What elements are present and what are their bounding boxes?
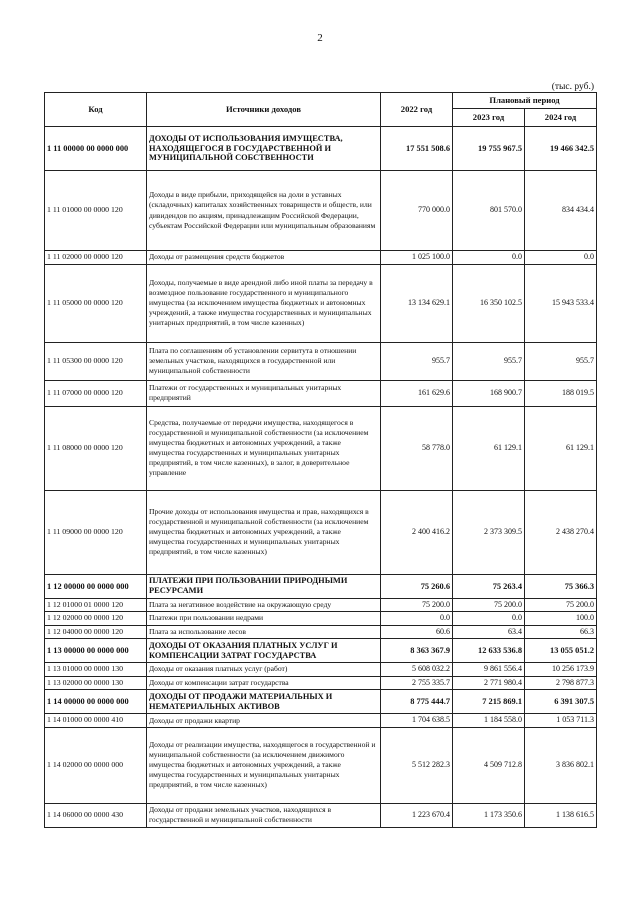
row-value-2023: 1 173 350.6 — [453, 803, 525, 827]
table-row — [45, 625, 597, 639]
row-value-2022: 60.6 — [381, 625, 453, 639]
row-value-2022: 955.7 — [381, 342, 453, 380]
row-source-name: Прочие доходы от использования имущества и прав, находящихся в государственной и муниципальной собственности (за исключением имущества бюджетных и автономных учреждений, а также имущества государственных и муниципальных унитарных предприятий, в том числе казенных) — [147, 490, 381, 574]
row-value-2022: 1 223 670.4 — [381, 803, 453, 827]
row-source-name: Плата по соглашениям об установлении сервитута в отношении земельных участков, находящихся в государственной или муниципальной собственности — [147, 342, 381, 380]
header-plan-period: Плановый период — [453, 93, 597, 109]
row-value-2022: 8 775 444.7 — [381, 690, 453, 714]
table-row — [45, 251, 597, 265]
row-source-name: Средства, получаемые от передачи имущества, находящегося в государственной и муниципальной собственности (за исключением имущества бюджетных и автономных учреждений, а также имущества государственных и муниципальных унитарных предприятий, в том числе казенных), в залог, в доверительное управление — [147, 406, 381, 490]
revenue-table — [44, 92, 597, 828]
row-code: 1 11 05000 00 0000 120 — [45, 264, 147, 342]
table-row — [45, 714, 597, 728]
row-value-2023: 19 755 967.5 — [453, 127, 525, 171]
row-value-2023: 75 200.0 — [453, 598, 525, 612]
row-code: 1 12 00000 00 0000 000 — [45, 574, 147, 598]
table-row — [45, 127, 597, 171]
row-value-2024: 955.7 — [525, 342, 597, 380]
table-row — [45, 676, 597, 690]
row-source-name: Доходы от компенсации затрат государства — [147, 676, 381, 690]
row-value-2022: 1 704 638.5 — [381, 714, 453, 728]
units-label: (тыс. руб.) — [551, 82, 594, 92]
table-row — [45, 612, 597, 626]
row-source-name: ДОХОДЫ ОТ ПРОДАЖИ МАТЕРИАЛЬНЫХ И НЕМАТЕРИАЛЬНЫХ АКТИВОВ — [147, 690, 381, 714]
row-code: 1 11 08000 00 0000 120 — [45, 406, 147, 490]
row-source-name: ПЛАТЕЖИ ПРИ ПОЛЬЗОВАНИИ ПРИРОДНЫМИ РЕСУРСАМИ — [147, 574, 381, 598]
row-source-name: Плата за использование лесов — [147, 625, 381, 639]
row-value-2022: 2 755 335.7 — [381, 676, 453, 690]
row-value-2023: 2 771 980.4 — [453, 676, 525, 690]
row-value-2022: 13 134 629.1 — [381, 264, 453, 342]
row-code: 1 11 09000 00 0000 120 — [45, 490, 147, 574]
header-source: Источники доходов — [147, 93, 381, 127]
row-value-2022: 770 000.0 — [381, 171, 453, 251]
row-value-2024: 15 943 533.4 — [525, 264, 597, 342]
row-source-name: Платежи при пользовании недрами — [147, 612, 381, 626]
row-value-2024: 1 053 711.3 — [525, 714, 597, 728]
row-value-2022: 161 629.6 — [381, 380, 453, 406]
row-value-2023: 0.0 — [453, 251, 525, 265]
row-code: 1 13 02000 00 0000 130 — [45, 676, 147, 690]
row-source-name: ДОХОДЫ ОТ ИСПОЛЬЗОВАНИЯ ИМУЩЕСТВА, НАХОДЯЩЕГОСЯ В ГОСУДАРСТВЕННОЙ И МУНИЦИПАЛЬНОЙ СОБСТВЕННОСТИ — [147, 127, 381, 171]
row-value-2024: 2 438 270.4 — [525, 490, 597, 574]
row-source-name: Доходы от продажи квартир — [147, 714, 381, 728]
header-2024: 2024 год — [525, 109, 597, 127]
row-value-2022: 5 608 032.2 — [381, 663, 453, 677]
row-source-name: Доходы от размещения средств бюджетов — [147, 251, 381, 265]
table-row — [45, 380, 597, 406]
row-value-2022: 17 551 508.6 — [381, 127, 453, 171]
row-value-2023: 63.4 — [453, 625, 525, 639]
row-value-2022: 75 200.0 — [381, 598, 453, 612]
row-code: 1 14 00000 00 0000 000 — [45, 690, 147, 714]
row-code: 1 11 00000 00 0000 000 — [45, 127, 147, 171]
row-value-2022: 58 778.0 — [381, 406, 453, 490]
row-value-2022: 75 260.6 — [381, 574, 453, 598]
row-value-2023: 9 861 556.4 — [453, 663, 525, 677]
table-row — [45, 406, 597, 490]
row-source-name: Платежи от государственных и муниципальных унитарных предприятий — [147, 380, 381, 406]
row-code: 1 14 01000 00 0000 410 — [45, 714, 147, 728]
row-value-2023: 4 509 712.8 — [453, 727, 525, 803]
row-source-name: Доходы от продажи земельных участков, находящихся в государственной и муниципальной собственности — [147, 803, 381, 827]
row-value-2023: 801 570.0 — [453, 171, 525, 251]
row-code: 1 13 00000 00 0000 000 — [45, 639, 147, 663]
row-value-2024: 75 200.0 — [525, 598, 597, 612]
row-source-name: Доходы в виде прибыли, приходящейся на доли в уставных (складочных) капиталах хозяйственных товариществ и обществ, или дивидендов по акциям, принадлежащим Российской Федерации, субъектам Российской Федерации или муниципальным образованиям — [147, 171, 381, 251]
table-row — [45, 639, 597, 663]
row-value-2023: 61 129.1 — [453, 406, 525, 490]
row-value-2024: 1 138 616.5 — [525, 803, 597, 827]
header-2022: 2022 год — [381, 93, 453, 127]
table-row — [45, 598, 597, 612]
table-row — [45, 264, 597, 342]
row-code: 1 11 05300 00 0000 120 — [45, 342, 147, 380]
row-source-name: Доходы от реализации имущества, находящегося в государственной и муниципальной собственности (за исключением движимого имущества бюджетных и автономных учреждений, а также имущества государственных и муниципальных унитарных предприятий, в том числе казенных) — [147, 727, 381, 803]
row-value-2022: 1 025 100.0 — [381, 251, 453, 265]
table-row — [45, 690, 597, 714]
header-2023: 2023 год — [453, 109, 525, 127]
row-value-2022: 8 363 367.9 — [381, 639, 453, 663]
row-code: 1 14 02000 00 0000 000 — [45, 727, 147, 803]
row-value-2024: 19 466 342.5 — [525, 127, 597, 171]
row-value-2023: 16 350 102.5 — [453, 264, 525, 342]
table-row — [45, 574, 597, 598]
row-value-2023: 12 633 536.8 — [453, 639, 525, 663]
row-value-2023: 168 900.7 — [453, 380, 525, 406]
row-value-2024: 66.3 — [525, 625, 597, 639]
row-value-2023: 2 373 309.5 — [453, 490, 525, 574]
row-value-2024: 61 129.1 — [525, 406, 597, 490]
row-code: 1 14 06000 00 0000 430 — [45, 803, 147, 827]
table-row — [45, 727, 597, 803]
row-value-2022: 0.0 — [381, 612, 453, 626]
row-value-2024: 75 366.3 — [525, 574, 597, 598]
table-body — [45, 127, 597, 828]
row-value-2023: 7 215 869.1 — [453, 690, 525, 714]
page-number: 2 — [317, 32, 323, 44]
row-value-2023: 955.7 — [453, 342, 525, 380]
row-code: 1 11 07000 00 0000 120 — [45, 380, 147, 406]
row-value-2024: 3 836 802.1 — [525, 727, 597, 803]
table-row — [45, 490, 597, 574]
row-value-2024: 834 434.4 — [525, 171, 597, 251]
row-source-name: Доходы от оказания платных услуг (работ) — [147, 663, 381, 677]
row-value-2022: 2 400 416.2 — [381, 490, 453, 574]
table-row — [45, 342, 597, 380]
row-code: 1 12 01000 01 0000 120 — [45, 598, 147, 612]
table-row — [45, 663, 597, 677]
row-code: 1 13 01000 00 0000 130 — [45, 663, 147, 677]
row-value-2024: 13 055 051.2 — [525, 639, 597, 663]
row-code: 1 12 04000 00 0000 120 — [45, 625, 147, 639]
table-row — [45, 171, 597, 251]
row-value-2023: 75 263.4 — [453, 574, 525, 598]
row-value-2024: 2 798 877.3 — [525, 676, 597, 690]
table-row — [45, 803, 597, 827]
row-value-2024: 10 256 173.9 — [525, 663, 597, 677]
row-value-2024: 0.0 — [525, 251, 597, 265]
row-source-name: Доходы, получаемые в виде арендной либо иной платы за передачу в возмездное пользование государственного и муниципального имущества (за исключением имущества бюджетных и автономных учреждений, а также имущества государственных и муниципальных унитарных предприятий, в том числе казенных) — [147, 264, 381, 342]
row-value-2024: 6 391 307.5 — [525, 690, 597, 714]
row-code: 1 11 02000 00 0000 120 — [45, 251, 147, 265]
row-value-2023: 1 184 558.0 — [453, 714, 525, 728]
row-value-2024: 188 019.5 — [525, 380, 597, 406]
row-value-2023: 0.0 — [453, 612, 525, 626]
header-code: Код — [45, 93, 147, 127]
row-code: 1 11 01000 00 0000 120 — [45, 171, 147, 251]
row-source-name: Плата за негативное воздействие на окружающую среду — [147, 598, 381, 612]
row-value-2024: 100.0 — [525, 612, 597, 626]
row-code: 1 12 02000 00 0000 120 — [45, 612, 147, 626]
row-source-name: ДОХОДЫ ОТ ОКАЗАНИЯ ПЛАТНЫХ УСЛУГ И КОМПЕНСАЦИИ ЗАТРАТ ГОСУДАРСТВА — [147, 639, 381, 663]
row-value-2022: 5 512 282.3 — [381, 727, 453, 803]
table-header — [45, 93, 597, 127]
